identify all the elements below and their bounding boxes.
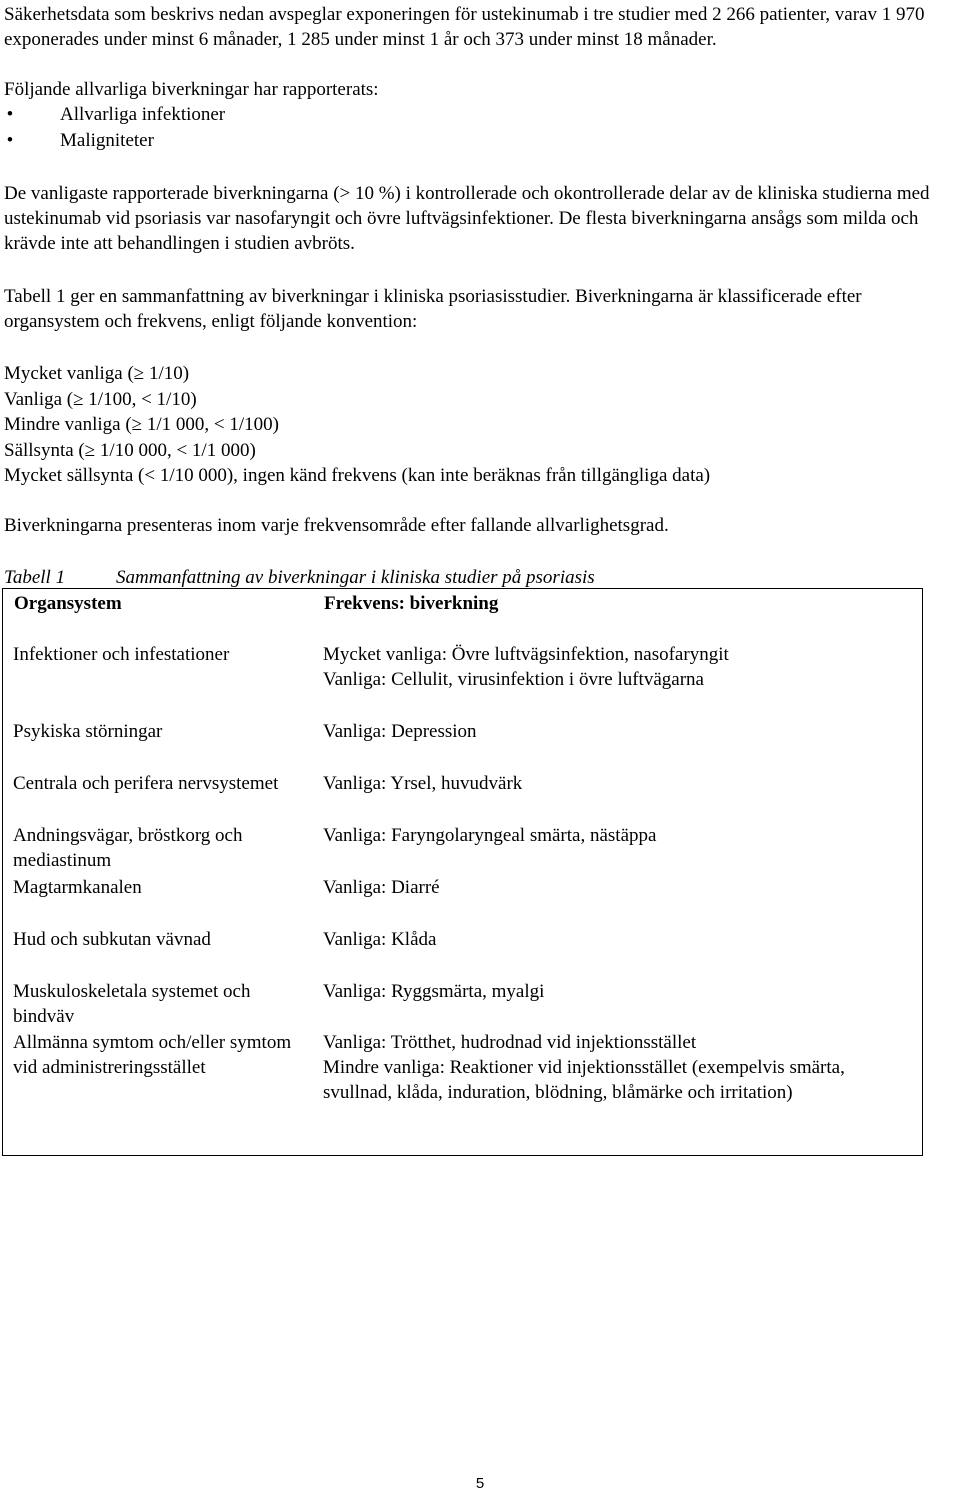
effect-line: Vanliga: Ryggsmärta, myalgi: [323, 981, 545, 1002]
organ-cell: Muskuloskeletala systemet och bindväv: [13, 981, 251, 1027]
serious-reactions-list: [4, 102, 225, 154]
common-reactions-paragraph: De vanligaste rapporterade biverkningarna (> 10 %) i kontrollerade och okontrollerade delar av de kliniska studierna med ustekinumab vid psoriasis var nasofaryngit och övre luftvägsinfektioner. De flesta biverkningarna ansågs som milda och krävde inte att behandlingen i studien avbröts.: [4, 183, 930, 254]
effect-line: Vanliga: Depression: [323, 721, 477, 742]
organ-cell: Centrala och perifera nervsystemet: [13, 773, 279, 794]
frequency-item: Sällsynta (≥ 1/10 000, < 1/1 000): [4, 439, 256, 461]
organ-cell: Allmänna symtom och/eller symtom vid administreringsstället: [13, 1032, 292, 1078]
frequency-convention-list: [4, 361, 944, 489]
bullet-icon: •: [6, 104, 14, 125]
organ-cell: Infektioner och infestationer: [13, 644, 230, 665]
effects-cell: [323, 719, 883, 744]
list-item-text: Allvarliga infektioner: [60, 104, 226, 125]
table-intro-paragraph: Tabell 1 ger en sammanfattning av biverkningar i kliniska psoriasisstudier. Biverkningarna är klassificerade efter organsystem och frekvens, enligt följande konvention:: [4, 286, 862, 332]
table-caption-title: Sammanfattning av biverkningar i kliniska studier på psoriasis: [116, 567, 595, 588]
serious-reactions-lead: Följande allvarliga biverkningar har rapporterats:: [4, 79, 379, 100]
frequency-item: Mycket sällsynta (< 1/10 000), ingen känd frekvens (kan inte beräknas från tillgängliga data): [4, 465, 711, 487]
organ-cell: Magtarmkanalen: [13, 877, 142, 898]
list-item: [4, 128, 225, 154]
effect-line: Mindre vanliga: Reaktioner vid injektionsstället (exempelvis smärta, svullnad, klåda, induration, blödning, blåmärke och irritation): [323, 1057, 845, 1103]
intro-paragraph: Säkerhetsdata som beskrivs nedan avspeglar exponeringen för ustekinumab i tre studier med 2 266 patienter, varav 1 970 exponerades under minst 6 månader, 1 285 under minst 1 år och 373 under minst 18 månader.: [4, 4, 925, 50]
effect-line: Vanliga: Klåda: [323, 929, 437, 950]
adverse-reactions-table: [2, 588, 923, 1156]
table-caption-number: Tabell 1: [4, 567, 66, 588]
bullet-icon: •: [6, 130, 14, 151]
page-number: 5: [475, 1475, 485, 1492]
organ-cell: Psykiska störningar: [13, 721, 163, 742]
effect-line: Vanliga: Yrsel, huvudvärk: [323, 773, 523, 794]
effect-line: Vanliga: Diarré: [323, 877, 440, 898]
order-paragraph: Biverkningarna presenteras inom varje frekvensområde efter fallande allvarlighetsgrad.: [4, 515, 669, 536]
table-caption: [4, 565, 944, 590]
organ-cell: Hud och subkutan vävnad: [13, 929, 211, 950]
effects-cell: [323, 771, 883, 796]
effects-cell: [323, 875, 883, 900]
frequency-item: Mycket vanliga (≥ 1/10): [4, 363, 190, 384]
effects-cell: [323, 642, 883, 692]
effect-line: Vanliga: Trötthet, hudrodnad vid injektionsstället: [323, 1032, 697, 1053]
effects-cell: [323, 823, 883, 848]
frequency-item: Mindre vanliga (≥ 1/1 000, < 1/100): [4, 414, 279, 436]
column-header-frequency: Frekvens: biverkning: [324, 593, 499, 614]
list-item-text: Maligniteter: [60, 130, 154, 151]
frequency-item: Vanliga (≥ 1/100, < 1/10): [4, 388, 197, 410]
effects-cell: [323, 979, 883, 1004]
list-item: [4, 102, 225, 128]
effect-line: Vanliga: Faryngolaryngeal smärta, nästäppa: [323, 825, 657, 846]
effects-cell: [323, 927, 883, 952]
column-header-organ: Organsystem: [14, 593, 122, 614]
effect-line: Mycket vanliga: Övre luftvägsinfektion, nasofaryngit: [323, 644, 729, 665]
organ-cell: Andningsvägar, bröstkorg och mediastinum: [13, 825, 243, 871]
effects-cell: [323, 1030, 883, 1105]
effect-line: Vanliga: Cellulit, virusinfektion i övre luftvägarna: [323, 669, 704, 690]
